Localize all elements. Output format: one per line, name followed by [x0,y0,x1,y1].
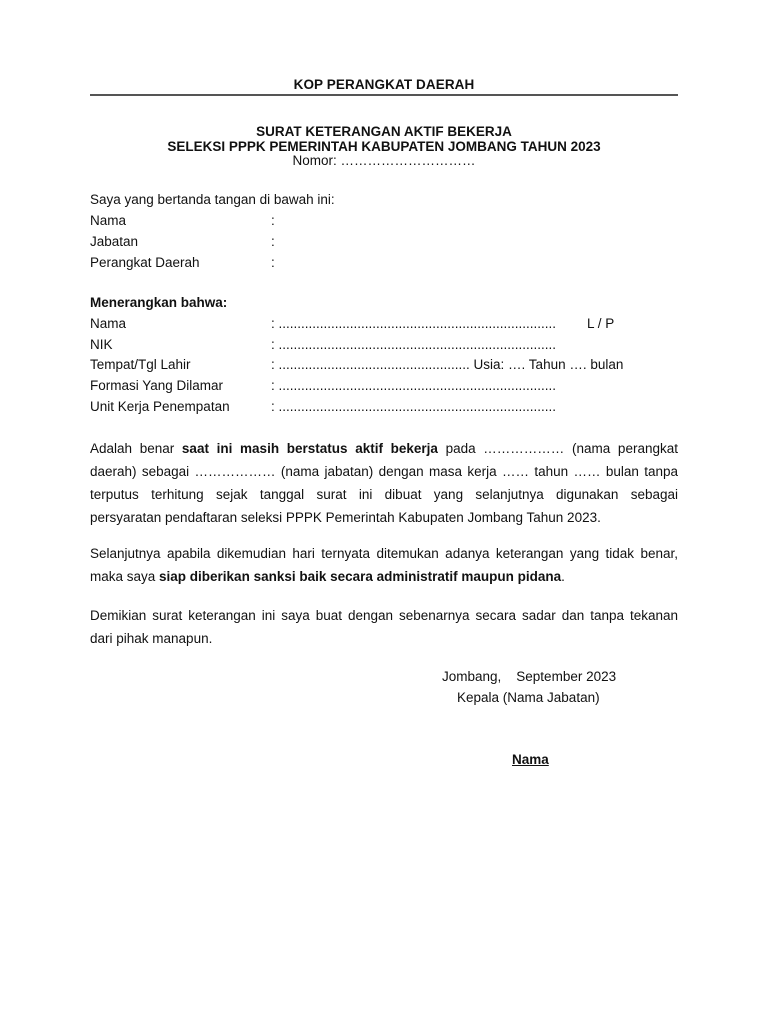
sanction-text: maka saya [90,569,160,584]
signer-name-value: : [271,213,275,228]
document-title: SURAT KETERANGAN AKTIF BEKERJA [256,124,512,139]
employee-workunit-label: Unit Kerja Penempatan [90,399,230,414]
employee-nik-label: NIK [90,337,113,352]
place-date: Jombang, September 2023 [442,669,617,684]
document-number: Nomor: ………………………… [292,153,476,168]
signer-agency-label: Perangkat Daerah [90,255,200,270]
signer-position-value: : [271,234,275,249]
signer-name: Nama [512,752,549,767]
signer-position-title: Kepala (Nama Jabatan) [457,690,600,705]
employee-name-value: : .......................................................................... [271,316,557,331]
statement-line-4: persyaratan pendaftaran seleksi PPPK Pemerintah Kabupaten Jombang Tahun 2023. [90,510,601,525]
sanction-emphasis: siap diberikan sanksi baik secara administratif maupun pidana [159,569,562,584]
letterhead-divider [90,94,678,96]
statement-text: Adalah benar [90,441,182,456]
statement-line-3: terputus terhitung sejak tanggal surat ini dibuat yang selanjutnya digunakan sebagai [90,487,678,502]
employee-birth-label: Tempat/Tgl Lahir [90,357,191,372]
statement-heading: Menerangkan bahwa: [90,295,228,310]
gender-option: L / P [587,316,615,331]
statement-line-1 [90,437,678,460]
signer-agency-value: : [271,255,275,270]
statement-text: pada ……………… (nama perangkat [437,441,678,456]
active-status-emphasis: saat ini masih berstatus aktif bekerja [181,441,438,456]
sanction-paragraph [90,542,678,588]
closing-paragraph [90,604,678,650]
statement-paragraph [90,437,678,529]
employee-formation-value: : .......................................................................... [271,378,557,393]
sanction-line-2 [90,565,678,588]
closing-line-1: Demikian surat keterangan ini saya buat dengan sebenarnya secara sadar dan tanpa tekanan [90,608,678,623]
document-subtitle: SELEKSI PPPK PEMERINTAH KABUPATEN JOMBANG TAHUN 2023 [167,139,601,154]
employee-birth-value: : ................................................... Usia: …. Tahun …. bulan [271,357,624,372]
employee-nik-value: : .......................................................................... [271,337,557,352]
employee-workunit-value: : .......................................................................... [271,399,557,414]
sanction-text: . [561,569,565,584]
employee-formation-label: Formasi Yang Dilamar [90,378,224,393]
closing-line-2: dari pihak manapun. [90,631,213,646]
signer-position-label: Jabatan [90,234,139,249]
letterhead-placeholder: KOP PERANGKAT DAERAH [293,77,475,92]
statement-line-2: daerah) sebagai ……………… (nama jabatan) dengan masa kerja …… tahun …… bulan tanpa [90,464,678,479]
sanction-line-1: Selanjutnya apabila dikemudian hari ternyata ditemukan adanya keterangan yang tidak benar, [90,546,678,561]
signer-name-label: Nama [90,213,127,228]
signer-intro: Saya yang bertanda tangan di bawah ini: [90,192,335,207]
employee-name-label: Nama [90,316,127,331]
